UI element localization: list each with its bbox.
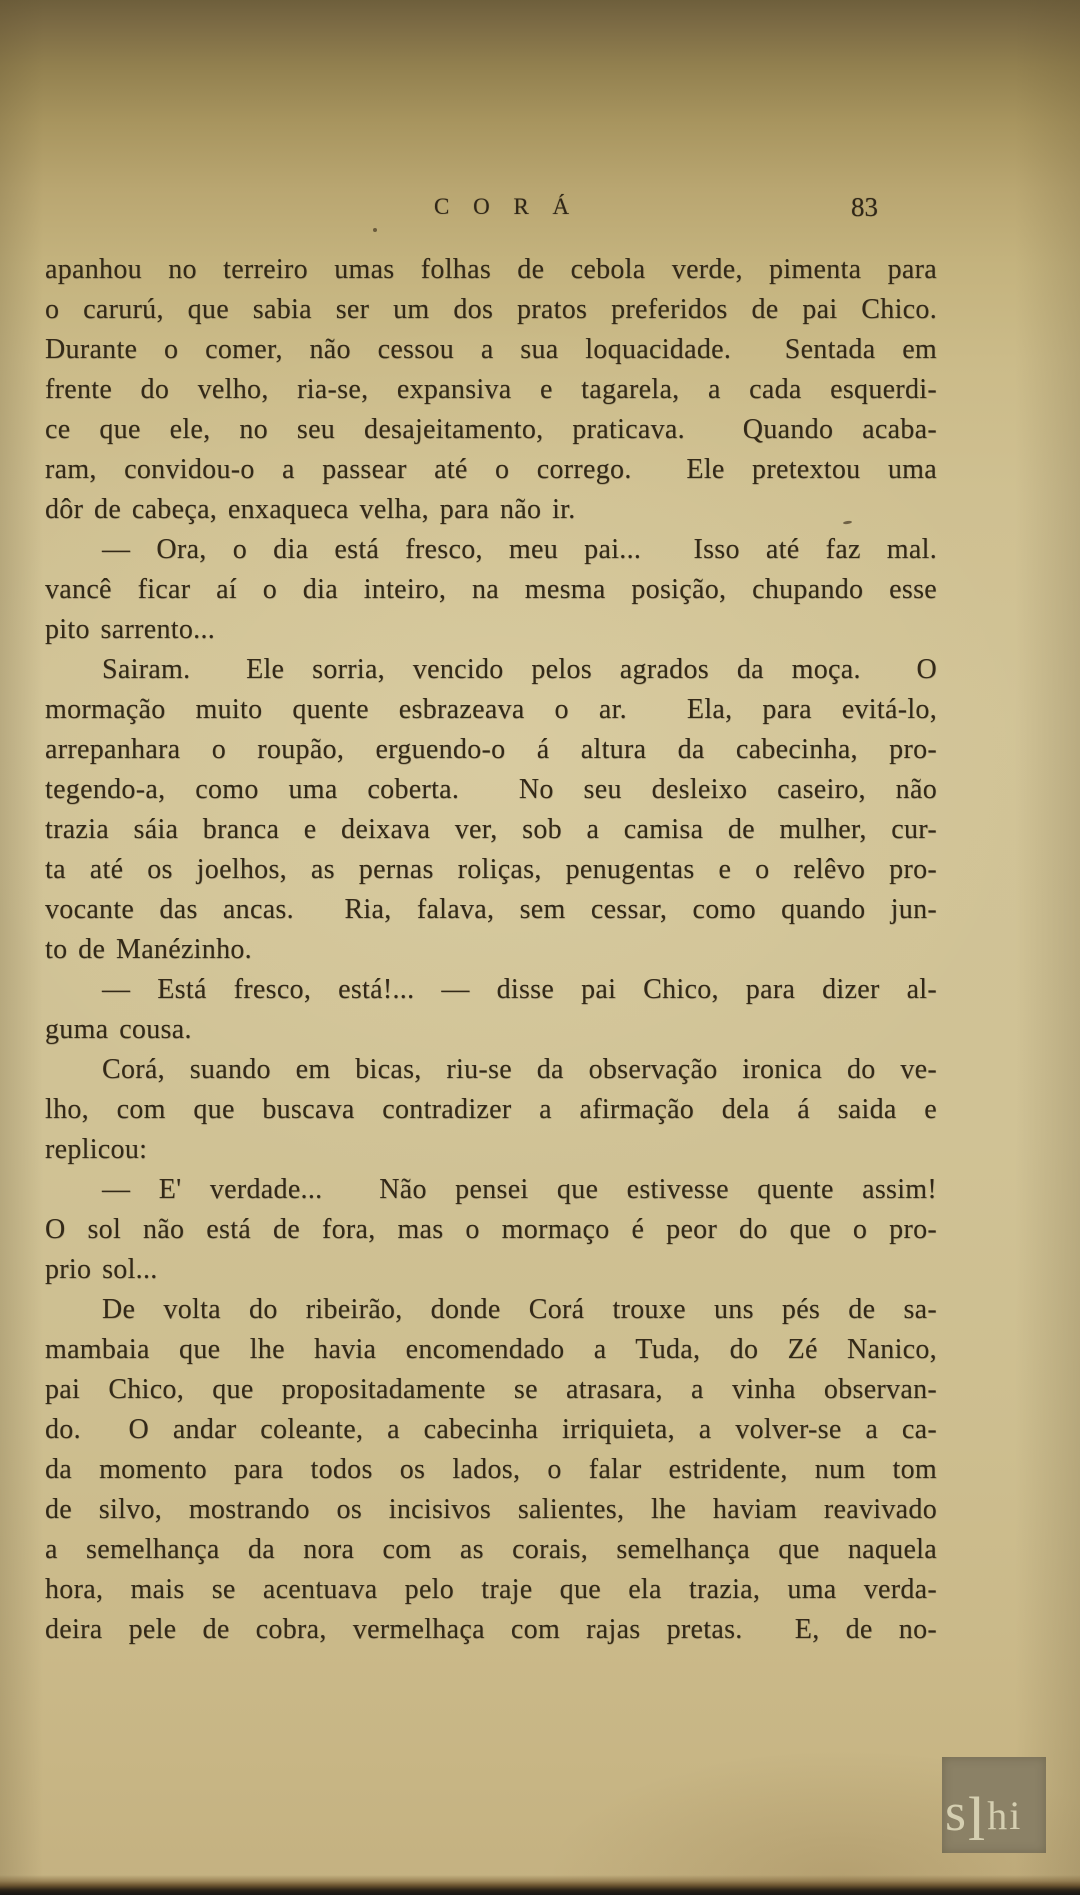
text-line: replicou: bbox=[45, 1134, 148, 1165]
text-line: frente do velho, ria-se, expansiva e tagarela, a cada esquerdi- bbox=[45, 374, 937, 405]
text-line: hora, mais se acentuava pelo traje que ela trazia, uma verda- bbox=[45, 1574, 937, 1605]
text-line: deira pele de cobra, vermelhaça com rajas pretas. E, de no- bbox=[45, 1614, 937, 1645]
book-bottom-edge-shadow bbox=[0, 1875, 1080, 1895]
text-line: tegendo-a, como uma coberta. No seu desleixo caseiro, não bbox=[45, 774, 937, 805]
text-line: mormação muito quente esbrazeava o ar. Ela, para evitá-lo, bbox=[45, 694, 937, 725]
text-line: Durante o comer, não cessou a sua loquacidade. Sentada em bbox=[45, 334, 937, 365]
watermark-letter-s: s bbox=[945, 1782, 969, 1842]
page-number: 83 bbox=[851, 192, 878, 222]
text-line: O sol não está de fora, mas o mormaço é peor do que o pro- bbox=[45, 1214, 937, 1245]
text-line: Sairam. Ele sorria, vencido pelos agrados da moça. O bbox=[102, 654, 937, 685]
text-line: pito sarrento... bbox=[45, 614, 216, 645]
text-line: De volta do ribeirão, donde Corá trouxe uns pés de sa- bbox=[102, 1294, 937, 1325]
text-line: to de Manézinho. bbox=[45, 934, 252, 965]
ink-speck bbox=[373, 228, 377, 232]
text-line: ram, convidou-o a passear até o corrego. Ele pretextou uma bbox=[45, 454, 937, 485]
body-text bbox=[45, 250, 937, 1650]
text-line: Corá, suando em bicas, riu-se da observação ironica do ve- bbox=[102, 1054, 937, 1085]
text-line: ta até os joelhos, as pernas roliças, penugentas e o relêvo pro- bbox=[45, 854, 937, 885]
text-line: — E' verdade... Não pensei que estivesse quente assim! bbox=[102, 1174, 937, 1205]
text-line: apanhou no terreiro umas folhas de cebola verde, pimenta para bbox=[45, 254, 937, 285]
text-line: trazia sáia branca e deixava ver, sob a camisa de mulher, cur- bbox=[45, 814, 937, 845]
text-line: pai Chico, que propositadamente se atrasara, a vinha observan- bbox=[45, 1374, 937, 1405]
text-line: vocante das ancas. Ria, falava, sem cessar, como quando jun- bbox=[45, 894, 937, 925]
text-line: vancê ficar aí o dia inteiro, na mesma posição, chupando esse bbox=[45, 574, 937, 605]
text-line: ce que ele, no seu desajeitamento, praticava. Quando acaba- bbox=[45, 414, 937, 445]
text-line: arrepanhara o roupão, erguendo-o á altura da cabecinha, pro- bbox=[45, 734, 937, 765]
text-line: — Está fresco, está!... — disse pai Chico, para dizer al- bbox=[102, 974, 937, 1005]
text-line: dôr de cabeça, enxaqueca velha, para não ir. bbox=[45, 494, 576, 525]
text-line: a semelhança da nora com as corais, semelhança que naquela bbox=[45, 1534, 937, 1565]
watermark-letter-l: l bbox=[968, 1786, 988, 1854]
library-watermark-badge bbox=[942, 1757, 1046, 1853]
text-line: — Ora, o dia está fresco, meu pai... Isso até faz mal. bbox=[102, 534, 937, 565]
watermark-text bbox=[945, 1779, 1023, 1854]
watermark-letters-hi: hi bbox=[987, 1793, 1023, 1838]
page-header bbox=[0, 192, 1080, 224]
text-line: mambaia que lhe havia encomendado a Tuda, do Zé Nanico, bbox=[45, 1334, 937, 1365]
text-line: de silvo, mostrando os incisivos salientes, lhe haviam reavivado bbox=[45, 1494, 937, 1525]
text-line: da momento para todos os lados, o falar estridente, num tom bbox=[45, 1454, 937, 1485]
text-line: prio sol... bbox=[45, 1254, 158, 1285]
running-title: C O R Á bbox=[434, 194, 579, 219]
text-line: o carurú, que sabia ser um dos pratos preferidos de pai Chico. bbox=[45, 294, 937, 325]
text-line: guma cousa. bbox=[45, 1014, 192, 1045]
text-line: do. O andar coleante, a cabecinha irriquieta, a volver-se a ca- bbox=[45, 1414, 937, 1445]
text-line: lho, com que buscava contradizer a afirmação dela á saida e bbox=[45, 1094, 937, 1125]
